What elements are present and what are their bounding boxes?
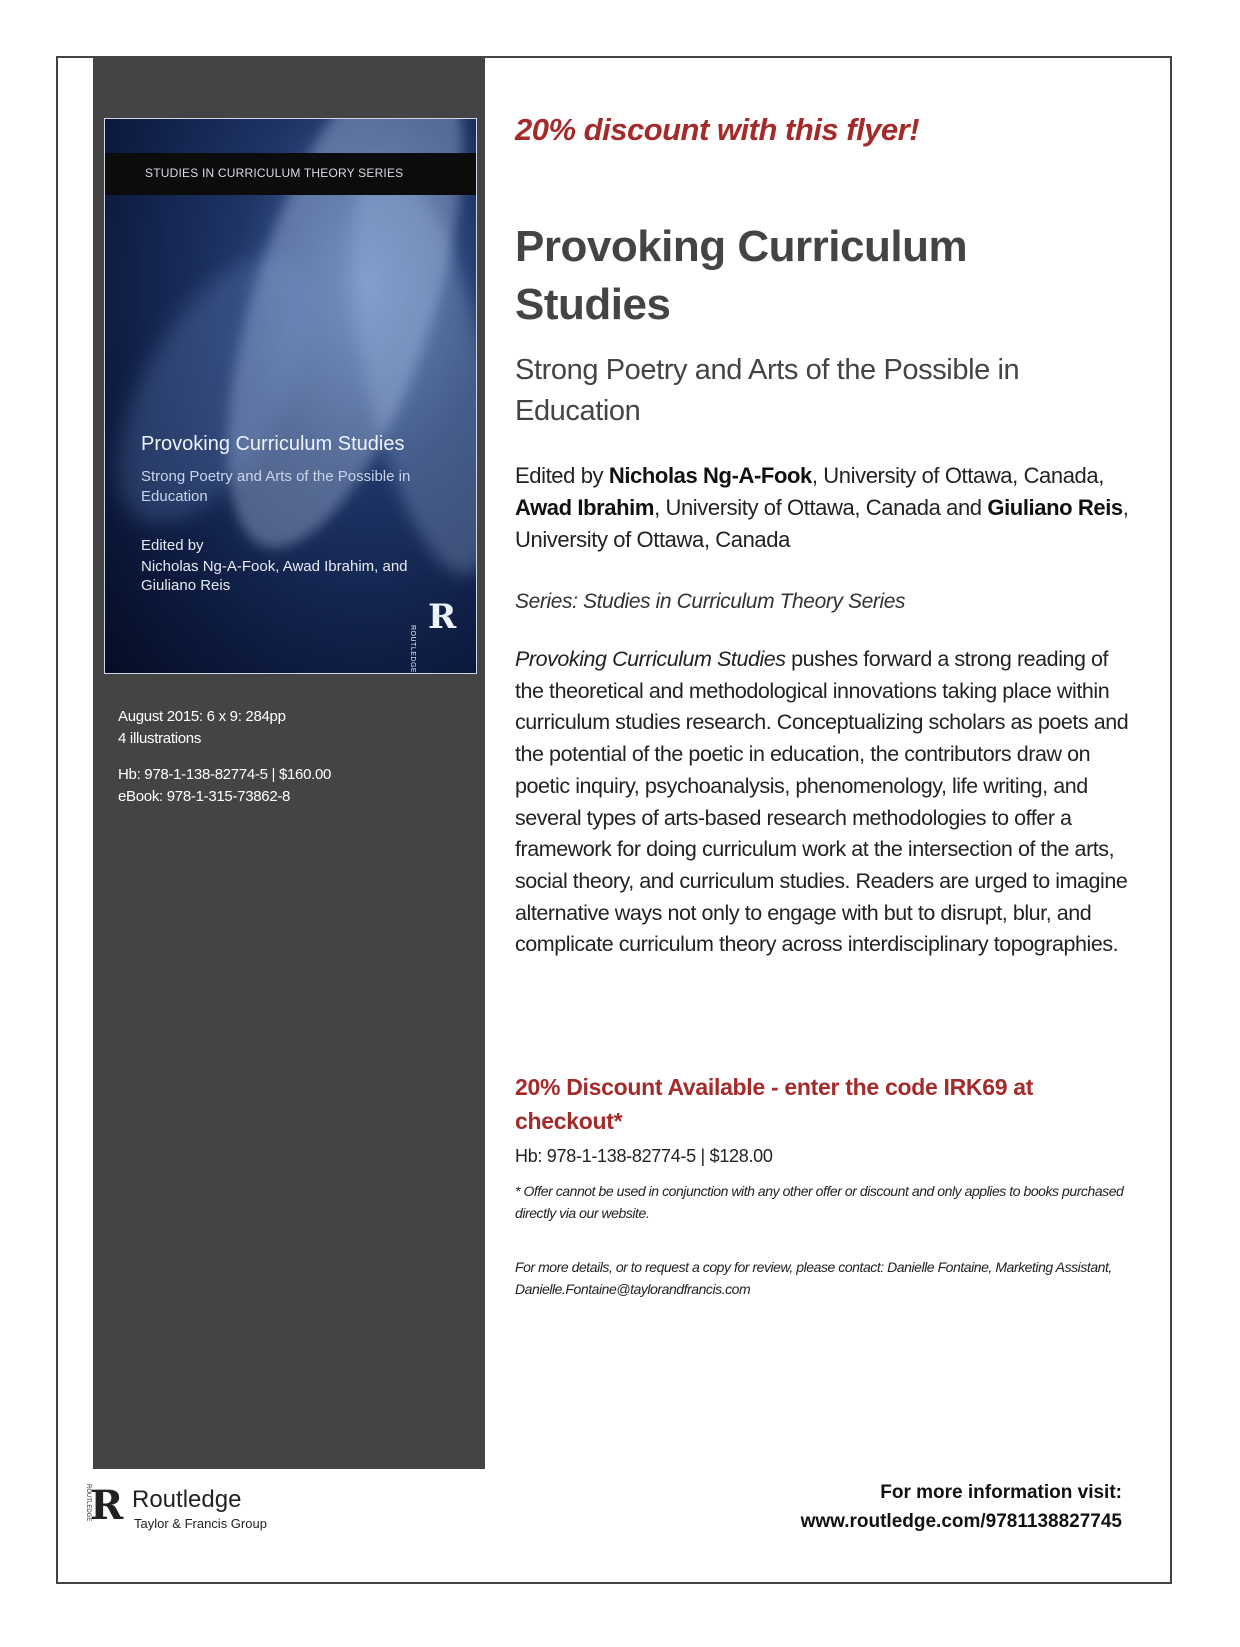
more-info bbox=[801, 1478, 1122, 1536]
more-info-label: For more information visit: bbox=[880, 1482, 1122, 1503]
brand-name: Routledge bbox=[132, 1486, 242, 1513]
editor-name: Nicholas Ng-A-Fook bbox=[608, 463, 812, 488]
brand-word: ROUTLEDGE bbox=[85, 1484, 91, 1522]
promo-headline: 20% discount with this flyer! bbox=[515, 112, 920, 147]
brand-group: Taylor & Francis Group bbox=[134, 1516, 267, 1531]
cover-editors: Nicholas Ng-A-Fook, Awad Ibrahim, and Giuliano Reis bbox=[141, 558, 408, 594]
more-info-url[interactable]: www.routledge.com/9781138827745 bbox=[800, 1511, 1122, 1532]
routledge-logo-icon: R bbox=[428, 597, 457, 637]
editor-affiliation: , University of Ottawa, Canada, bbox=[811, 463, 1104, 488]
discount-price: Hb: 978-1-138-82774-5 | $128.00 bbox=[515, 1146, 773, 1166]
book-description bbox=[515, 644, 1130, 961]
cover-publisher-word: ROUTLEDGE bbox=[409, 625, 416, 674]
contact-info: For more details, or to request a copy for review, please contact: Danielle Fontaine, Marketing Assistant, Danielle.Fontaine@taylorandfrancis.com bbox=[515, 1259, 1112, 1297]
cover-subtitle: Strong Poetry and Arts of the Possible in Education bbox=[141, 468, 411, 505]
editor-affiliation: , University of Ottawa, Canada bbox=[515, 495, 1129, 552]
editor-affiliation: , University of Ottawa, Canada and bbox=[654, 495, 988, 520]
ebook-isbn: eBook: 978-1-315-73862-8 bbox=[118, 788, 291, 805]
book-details bbox=[118, 706, 331, 808]
hardback-price: Hb: 978-1-138-82774-5 | $160.00 bbox=[118, 766, 332, 783]
routledge-r-icon: R bbox=[90, 1482, 124, 1529]
cover-title: Provoking Curriculum Studies bbox=[141, 433, 405, 455]
editor-name: Awad Ibrahim bbox=[515, 495, 655, 520]
description-title: Provoking Curriculum Studies bbox=[515, 647, 786, 671]
description-body: pushes forward a strong reading of the theoretical and methodological innovations taking place within curriculum studies research. Conceptualizing scholars as poets and the potential of the poetic in education, the contributors draw on poetic inquiry, psychoanalysis, phenomenology, life writing, and several types of arts-based research methodologies to offer a framework for doing curriculum work at the intersection of the arts, social theory, and curriculum studies. Readers are urged to imagine alternative ways not only to engage with but to disrupt, blur, and complicate curriculum theory across interdisciplinary topographies. bbox=[515, 647, 1129, 957]
publication-details: August 2015: 6 x 9: 284pp bbox=[118, 708, 286, 725]
routledge-brand bbox=[85, 1482, 348, 1542]
editor-name: Giuliano Reis bbox=[987, 495, 1123, 520]
cover-series-label: STUDIES IN CURRICULUM THEORY SERIES bbox=[145, 166, 404, 180]
discount-heading: 20% Discount Available - enter the code IRK69 at checkout* bbox=[515, 1074, 1034, 1134]
fine-print: * Offer cannot be used in conjunction with any other offer or discount and only applies to books purchased directly via our website. bbox=[515, 1183, 1124, 1221]
book-title: Provoking Curriculum Studies bbox=[515, 222, 968, 329]
cover-edited-label: Edited by bbox=[141, 537, 204, 554]
illustrations-count: 4 illustrations bbox=[118, 730, 202, 747]
series-line: Series: Studies in Curriculum Theory Series bbox=[515, 590, 906, 613]
book-subtitle: Strong Poetry and Arts of the Possible in Education bbox=[515, 354, 1020, 427]
editors-prefix: Edited by bbox=[515, 463, 609, 488]
editors-line bbox=[515, 460, 1130, 556]
book-cover bbox=[104, 118, 477, 674]
